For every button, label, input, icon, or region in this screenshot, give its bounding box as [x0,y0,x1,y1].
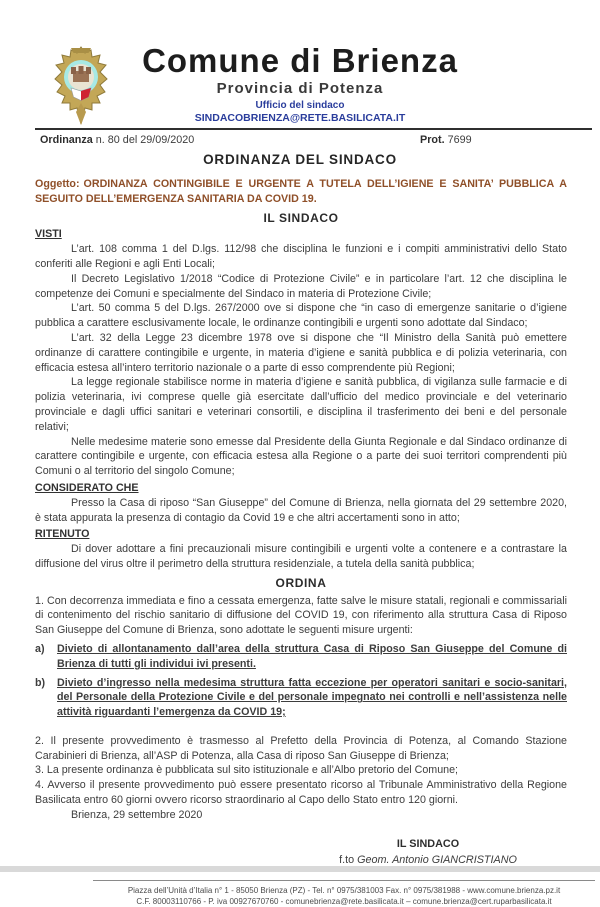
visti-paragraph: La legge regionale stabilisce norme in materia d’igiene e sanità pubblica, di vigilanza sulle farmacie e di polizia veterinaria, ivi comprese quelle già esercitate dall’ufficio del medico provinciale e del veterinario provinciale e dagli uffici sanitari e veterinari consortili, e disciplina il trasferimento dei beni e del personale relativi; [35,376,567,433]
document-body [35,177,567,868]
ordinance-label: Ordinanza [40,134,93,146]
ordinance-value: n. 80 del 29/09/2020 [92,134,195,146]
province-name: Provincia di Potenza [216,80,384,97]
signer-role: IL SINDACO [396,837,460,850]
subject-label: Oggetto: [35,178,80,190]
visti-paragraph: L’art. 50 comma 5 del D.lgs. 267/2000 ove si dispone che “in caso di emergenze sanitarie o d’igiene pubblica a carattere esclusivamente locale, le ordinanze contingibili e urgenti sono adottate dal Sindaco; [35,302,567,330]
protocol-number [420,134,472,146]
spacer [35,720,567,734]
ordina-intro-paragraph: 1. Con decorrenza immediata e fino a cessata emergenza, fatte salve le misure statali, regionali e commissariali di contenimento del rischio sanitario di diffusione del COVID 19, con riferimento alla struttura Casa di Riposo San Giuseppe del Comune di Brienza, sono adottate le seguenti misure urgenti: [35,594,567,637]
scan-edge-strip [0,866,600,872]
heading-ritenuto: RITENUTO [35,528,90,541]
place-date-line: Brienza, 29 settembre 2020 [71,808,203,821]
coat-of-arms-graphic [52,44,110,128]
page-footer [93,880,595,907]
considerato-paragraph: Presso la Casa di riposo “San Giuseppe” del Comune di Brienza, nella giornata del 29 settembre 2020, è stata appurata la presenza di contagio da Covid 19 e che altri accertamenti sono in atto; [35,496,567,524]
signature-block [323,837,533,869]
municipal-coat-of-arms-icon [52,44,110,128]
ordina-item-b [35,676,567,720]
item-marker: a) [35,642,45,655]
ordinance-number [40,134,194,146]
subject-text: ORDINANZA CONTINGIBILE E URGENTE A TUTELA DELL’IGIENE E SANITA’ PUBBLICA A SEGUITO DELL’EMERGENZA SANITARIA DA COVID 19. [35,178,567,205]
office-label: Ufficio del sindaco [255,100,345,111]
heading-il-sindaco: IL SINDACO [263,210,339,225]
visti-paragraph: Nelle medesime materie sono emesse dal Presidente della Giunta Regionale e dal Sindaco ordinanze di carattere contingibile e urgente, con efficacia estesa alla Regione o a parte dei suoi territori comprendenti più Comuni o al territorio del singolo Comune; [35,435,567,478]
ordinance-meta-row [40,134,567,149]
protocol-label: Prot. [420,134,445,146]
protocol-value: 7699 [444,134,472,146]
letterhead [0,0,600,125]
heading-ordina: ORDINA [275,575,327,590]
ordina-followup-paragraph: 3. La presente ordinanza è pubblicata sul sito istituzionale e all’Albo pretorio del Comune; [35,764,459,777]
municipality-name: Comune di Brienza [142,42,458,79]
ordina-item-a [35,642,567,672]
item-text: Divieto d’ingresso nella medesima struttura fatta eccezione per operatori sanitari e socio-sanitari, del Personale della Protezione Civile e del personale impegnato nei controlli e nell’assistenza nelle attività riguardanti l’emergenza da COVID 19; [57,676,567,719]
heading-considerato: CONSIDERATO CHE [35,481,139,494]
ordina-followup-paragraph: 4. Avverso il presente provvedimento può essere presentato ricorso al Tribunale Amministrativo della Regione Basilicata entro 60 giorni ovvero ricorso straordinario al Capo dello Stato entro 120 giorni. [35,779,567,807]
document-title: ORDINANZA DEL SINDACO [203,152,397,167]
signer-name: Geom. Antonio GIANCRISTIANO [357,854,517,867]
item-text: Divieto di allontanamento dall’area della struttura Casa di Riposo San Giuseppe del Comune di Brienza di tutti gli individui ivi presenti. [57,642,567,670]
heading-visti: VISTI [35,228,62,241]
header-divider [35,128,592,130]
fto-label: f.to [339,854,358,867]
subject-paragraph [35,177,567,207]
ritenuto-paragraph: Di dover adottare a fini precauzionali misure contingibili e urgenti volte a contenere e a contrastare la diffusione del virus oltre il perimetro della struttura residenziale, a tutela della sanità pubblica; [35,543,567,570]
ordina-followup-paragraph: 2. Il presente provvedimento è trasmesso al Prefetto della Provincia di Potenza, al Comando Stazione Carabinieri di Brienza, all’ASP di Potenza, alla Casa di riposo San Giuseppe di Brienza; [35,734,567,762]
visti-paragraph: L’art. 32 della Legge 23 dicembre 1978 ove si dispone che “Il Ministro della Sanità può emettere ordinanze di carattere contingibile e urgente, in materia d’igiene e sanità pubblica e di polizia veterinaria, con efficacia estesa all’intero territorio nazionale o a parte di esso comprendente più Regioni; [35,331,567,374]
item-marker: b) [35,676,46,689]
footer-address-line: Piazza dell’Unità d’Italia n° 1 - 85050 Brienza (PZ) - Tel. n° 0975/381003 Fax. n° 0975/381988 - www.comune.brienza.pz.it [127,886,561,896]
office-email: SINDACOBRIENZA@RETE.BASILICATA.IT [194,112,406,124]
footer-fiscal-line: C.F. 80003110766 - P. iva 00927670760 - comunebrienza@rete.basilicata.it – comune.brienza@cert.ruparbasilicata.it [136,897,552,907]
visti-paragraph: L’art. 108 comma 1 del D.lgs. 112/98 che disciplina le funzioni e i compiti amministrativi dello Stato conferiti alle Regioni e agli Enti Locali; [35,243,567,270]
visti-paragraph: Il Decreto Legislativo 1/2018 “Codice di Protezione Civile” e in particolare l’art. 12 che disciplina le competenze dei Comuni e specialmente del Sindaco in materia di Protezione Civile; [35,272,567,300]
